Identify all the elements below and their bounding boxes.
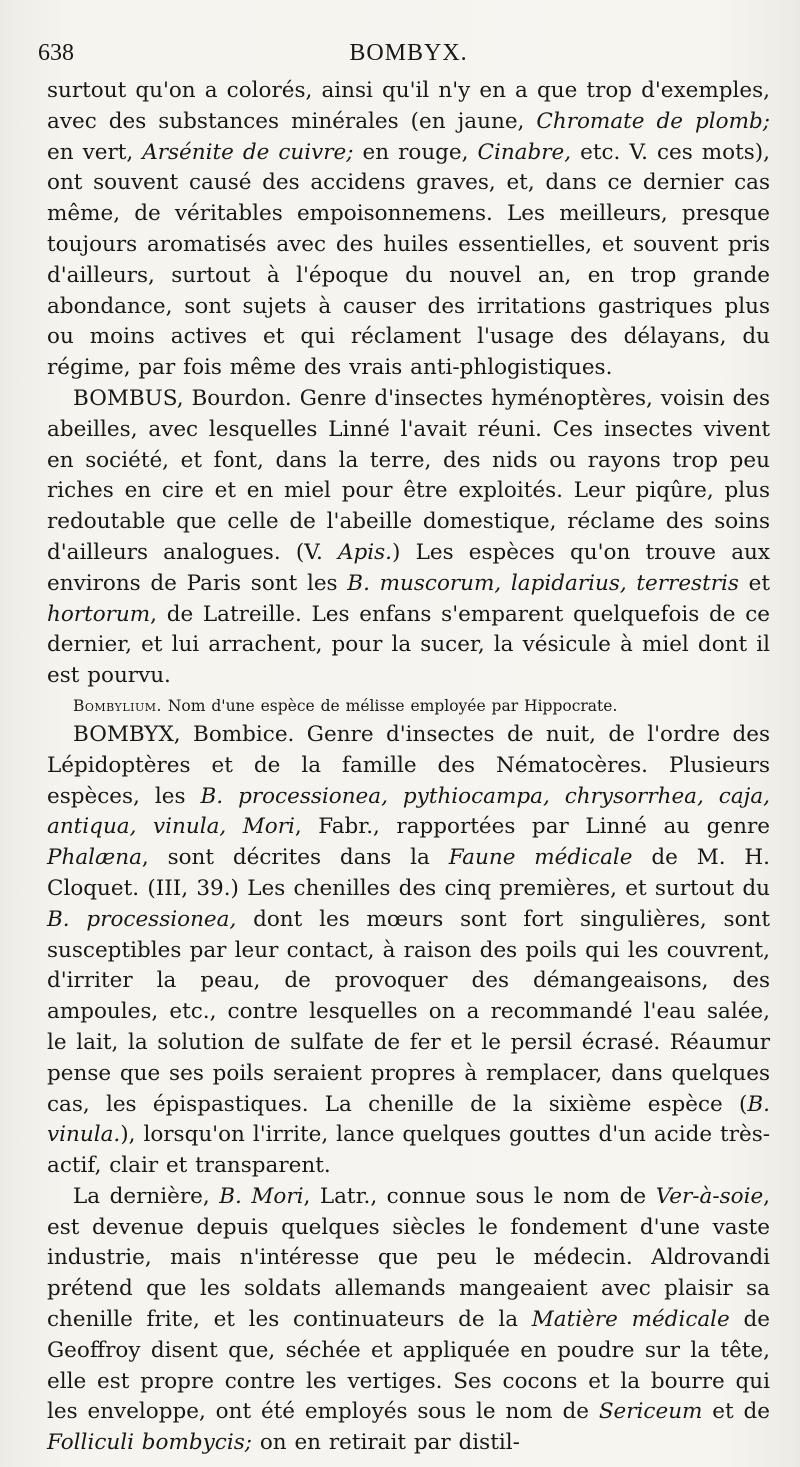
italic-text: Ver-à-soie [655, 1183, 764, 1209]
page-header [38, 36, 770, 76]
text-run: Nom d'une espèce de mélisse employée par Hippocrate. [161, 696, 618, 715]
text-run: de M. H. Cloquet. (III, 39.) Les chenilles des cinq premières, et surtout du [47, 845, 770, 901]
italic-text: Faune médicale [448, 845, 633, 871]
paragraph [47, 1182, 770, 1459]
text-run: ) Les espèces qu'on trouve aux environs de Paris sont les [47, 539, 770, 596]
italic-text: B. muscorum, lapidarius, terrestris [347, 570, 739, 596]
text-run: de Geoffroy disent que, séchée et appliquée en poudre sur la tête, elle est propre contre les vertiges. Ses cocons et la bourre qui les enveloppe, ont été employés sous le nom de [47, 1307, 770, 1425]
text-run: BOMBYX, Bombice. Genre d'insectes de nuit, de l'ordre des Lépidoptères et de la famille des Nématocères. Plusieurs espèces, les [47, 721, 770, 809]
small-caps-text: Bombylium. [73, 696, 162, 715]
dictionary-subentry [47, 692, 770, 720]
running-head: BOMBYX. [349, 40, 468, 66]
text-run: , Fabr., rapportées par Linné au genre [294, 814, 770, 840]
text-run: surtout qu'on a colorés, ainsi qu'il n'y en a que trop d'exemples, avec des substances minérales (en jaune, [47, 78, 770, 134]
italic-text: Chromate de plomb; [536, 108, 770, 134]
text-run: dont les mœurs sont fort singulières, sont susceptibles par leur contact, à raison des poils qui les couvrent, d'irriter la peau, de provoquer des démangeaisons, des ampoules, etc., contre lesquelles on a recommandé l'eau salée, le lait, la solution de sulfate de fer et le persil écrasé. Réaumur pense que ses poils seraient propres à remplacer, dans quelques cas, les épispastiques. La chenille de la sixième espèce ( [47, 906, 770, 1117]
italic-text: Cinabre, [477, 139, 572, 165]
italic-text: B. processionea, pythiocampa, chrysorrhea, caja, antiqua, vinula, Mori [47, 783, 770, 840]
text-run: BOMBUS, Bourdon. Genre d'insectes hyménoptères, voisin des abeilles, avec lesquelles Linné l'avait réuni. Ces insectes vivent en société, et font, dans la terre, des nids ou rayons trop peu riches en cire et en miel pour être exploités. Leur piqûre, plus redoutable que celle de l'abeille domestique, réclame des soins d'ailleurs analogues. (V. [47, 385, 770, 565]
paragraph [47, 720, 770, 1182]
paragraph [47, 384, 770, 692]
text-run: ), lorsqu'on l'irrite, lance quelques gouttes d'un acide très-actif, clair et transparent. [47, 1122, 770, 1179]
body-text [47, 76, 770, 1459]
italic-text: Sericeum [598, 1399, 703, 1425]
italic-text: B. vinula. [47, 1091, 770, 1148]
italic-text: Apis. [337, 539, 393, 565]
italic-text: B. processionea, [47, 906, 237, 932]
italic-text: Folliculi bombycis; [47, 1430, 252, 1456]
text-run: en rouge, [353, 139, 478, 165]
text-run: et de [702, 1399, 770, 1425]
page-number: 638 [38, 40, 74, 66]
italic-text: Matière médicale [531, 1307, 730, 1333]
text-run: on en retirait par distil- [252, 1430, 520, 1456]
italic-text: Arsénite de cuivre; [142, 139, 354, 165]
text-run: , sont décrites dans la [141, 845, 449, 871]
italic-text: B. Mori [219, 1183, 304, 1209]
text-run: , Latr., connue sous le nom de [303, 1183, 656, 1209]
paragraph [47, 76, 770, 384]
italic-text: hortorum [47, 601, 151, 627]
text-run: , de Latreille. Les enfans s'emparent quelquefois de ce dernier, et lui arrachent, pour la sucer, la vésicule à miel dont il est pourvu. [47, 601, 770, 689]
text-run: , est devenue depuis quelques siècles le fondement d'une vaste industrie, mais n'intéresse que peu le médecin. Aldrovandi prétend que les soldats allemands mangeaient avec plaisir sa chenille frite, et les continuateurs de la [47, 1183, 771, 1333]
text-run: La dernière, [73, 1183, 220, 1209]
text-run: etc. V. ces mots), ont souvent causé des accidens graves, et, dans ce dernier cas même, de véritables empoisonnemens. Les meilleurs, presque toujours aromatisés avec des huiles essentielles, et souvent pris d'ailleurs, surtout à l'époque du nouvel an, en trop grande abondance, sont sujets à causer des irritations gastriques plus ou moins actives et qui réclament l'usage des délayans, du régime, par fois même des vrais anti-phlogistiques. [47, 139, 770, 381]
text-run: en vert, [47, 139, 143, 165]
italic-text: Phalæna [47, 845, 142, 871]
text-run: et [738, 570, 770, 596]
